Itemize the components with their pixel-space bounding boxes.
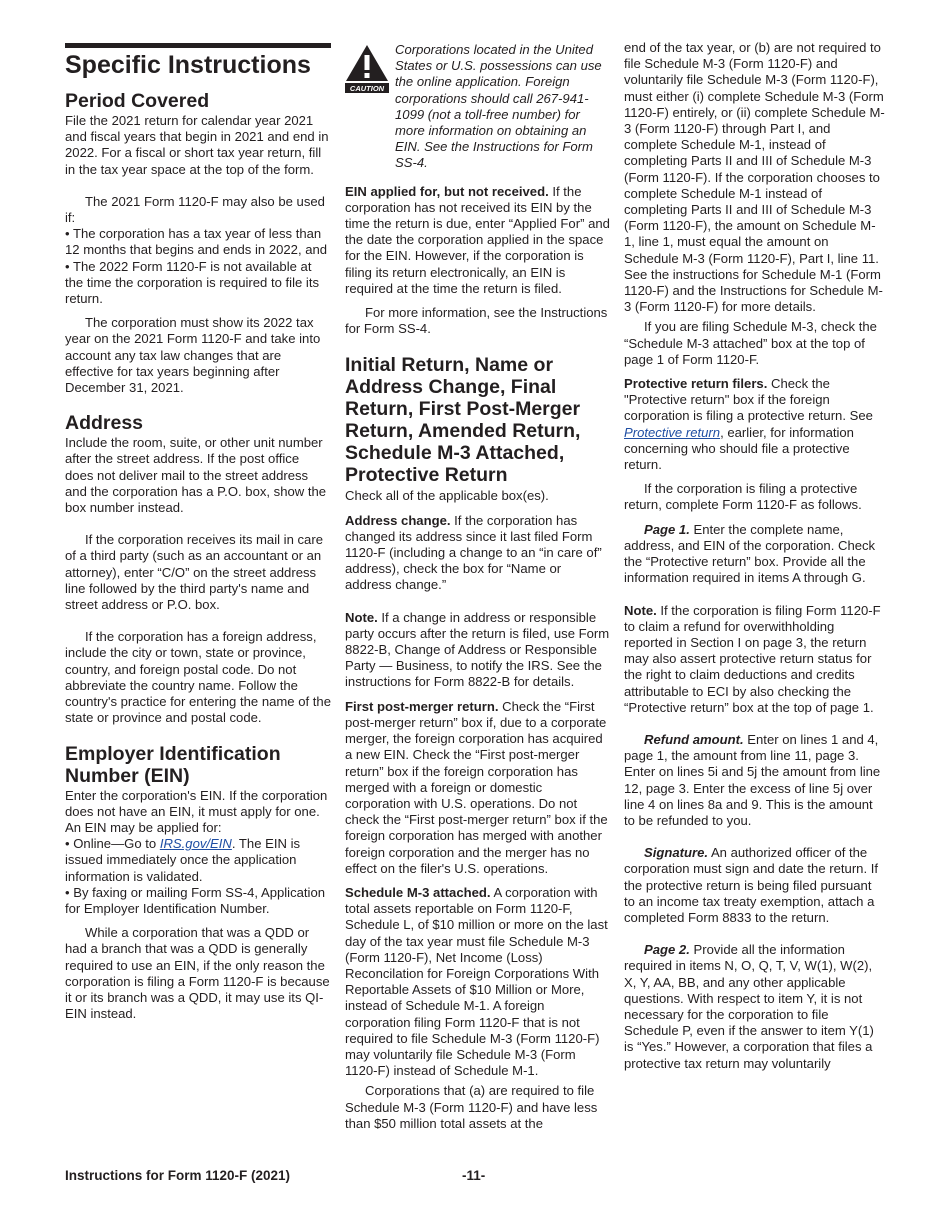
address-change-para: Address change. If the corporation has changed its address since it last filed Form 1120-F (including a change to an “in care of” address), check the box for “Name or address change.” bbox=[345, 512, 602, 593]
caution-text: Corporations located in the United States or U.S. possessions can use the online application. Foreign corporations should call 267-941-1099 (not a toll-free number) for more information on obtaining an EIN. See the Instructions for Form SS-4. bbox=[395, 42, 602, 171]
heading-address: Address bbox=[65, 412, 144, 435]
address-p3: If the corporation has a foreign address, include the city or town, state or province, country, and foreign postal code. Do not abbreviate the country name. Follow the country's practice for entering the name of the state or province and postal code. bbox=[65, 629, 331, 726]
page2-para: Page 2. Provide all the information required in items N, O, Q, T, V, W(1), W(2), X, Y, AA, BB, and any other applicable questions. With respect to item Y, it is not necessary for the corporation to file Schedule P, even if the answer to item Y(1) is “Yes.” However, a corporation that files a protective tax return may voluntarily bbox=[624, 942, 874, 1071]
ein-bullet-1: • Online—Go to IRS.gov/EIN. The EIN is issued immediately once the application information is validated. bbox=[65, 836, 301, 884]
column-2 bbox=[345, 40, 610, 1140]
col3-note-para: Note. If the corporation is filing Form 1120-F to claim a refund for overwithholding reported in Section I on page 3, the return may also assert protective return status for the right to claim deductions and credits attributable to ECI by also checking the “Protective return” box at the top of page 1. bbox=[624, 602, 881, 715]
column-1 bbox=[65, 40, 331, 1030]
heading-period-covered: Period Covered bbox=[65, 90, 210, 112]
title-rule bbox=[65, 43, 331, 48]
signature-para: Signature. An authorized officer of the corporation must sign and date the return. If the protective return is being filed pursuant to an income tax treaty exemption, attach a completed Form 8833 to the return. bbox=[624, 845, 879, 925]
footer-page-number: -11- bbox=[462, 1168, 486, 1183]
heading-ein: Employer Identification Number (EIN) bbox=[65, 742, 281, 787]
heading-initial-return: Initial Return, Name or Address Change, Final Return, First Post-Merger Return, Amended Return, Schedule M-3 Attached, Protective Return bbox=[345, 354, 581, 487]
caution-icon bbox=[345, 44, 389, 94]
ein-p2: While a corporation that was a QDD or had a branch that was a QDD is generally required to use an EIN, if the only reason the corporation is filing a Form 1120-F is because it or its branch was a QDD, it may use its QI-EIN instead. bbox=[65, 925, 330, 1022]
first-post-merger-para: First post-merger return. Check the “First post-merger return” box if, due to a corporate merger, the foreign corporation has acquired a new EIN. Check the “First post-merger return” box if the foreign corporation has merged with a foreign or domestic corporation with U.S. operations. Do not check the “First post-merger return” box if the foreign corporation has merged with another foreign corporation and the merger has no effect on the filer's U.S. operations. bbox=[345, 698, 608, 876]
address-p2: If the corporation receives its mail in care of a third party (such as an accountant or an attorney), enter “C/O” on the street address line followed by the third party's name and street address or P.O. box. bbox=[65, 532, 323, 613]
period-bullet-2: • The 2022 Form 1120-F is not available at the time the corporation is required to file its return. bbox=[65, 258, 319, 307]
ein-applied-para: EIN applied for, but not received. If the corporation has not received its EIN by the time the return is due, enter “Applied For” and the date the corporation applied in the space for the EIN. However, if the corporation is filing its return electronically, an EIN is required at the time the return is filed. bbox=[345, 183, 610, 296]
corporations-a-para: Corporations that (a) are required to file Schedule M-3 (Form 1120-F) and have less than $50 million total assets at the bbox=[345, 1083, 598, 1131]
refund-para: Refund amount. Enter on lines 1 and 4, page 1, the amount from line 11, page 3. Enter on lines 5i and 5j the amount from line 12, page 3. Enter the excess of line 5j over line 4 on lines 8a and 9. This is the amount to be refunded to you. bbox=[624, 731, 881, 828]
period-p2: The 2021 Form 1120-F may also be used if: bbox=[65, 193, 325, 226]
col3-p1: end of the tax year, or (b) are not required to file Schedule M-3 (Form 1120-F) and voluntarily file Schedule M-3 (Form 1120-F), must either (i) complete Schedule M-3 (Form 1120-F) entirely, or (ii) complete Schedule M-3 (Form 1120-F) through Part I, and complete Schedule M-1, instead of completing Parts II and III of Schedule M-3 (Form 1120-F). If the corporation chooses to complete Schedule M-1 instead of completing Parts II and III of Schedule M-3 (Form 1120-F), the amount on Schedule M-1, line 1, must equal the amount on Schedule M-3 (Form 1120-F), Part I, line 11. See the instructions for Schedule M-1 (Form 1120-F) and the Instructions for Schedule M-3 (Form 1120-F) for more details. bbox=[624, 40, 885, 315]
col3-p2: If you are filing Schedule M-3, check the “Schedule M-3 attached” box at the top of page 1 of Form 1120-F. bbox=[624, 319, 877, 367]
page1-para: Page 1. Enter the complete name, address, and EIN of the corporation. Check the “Protective return” box. Provide all the information required in items A through G. bbox=[624, 521, 876, 586]
footer-form-title: Instructions for Form 1120-F (2021) bbox=[65, 1168, 291, 1183]
caution-box bbox=[345, 42, 610, 172]
protective-para: Protective return filers. Check the "Protective return" box if the foreign corporation is filing a protective return. See Protective return, earlier, for information concerning who should file a protective return. bbox=[624, 376, 873, 473]
page-title: Specific Instructions bbox=[65, 51, 311, 79]
period-p3: The corporation must show its 2022 tax year on the 2021 Form 1120-F and take into account any tax law changes that are effective for tax years beginning after December 31, 2021. bbox=[65, 315, 321, 396]
period-bullet-1: • The corporation has a tax year of less than 12 months that begins and ends in 2022, and bbox=[65, 226, 328, 258]
irs-ein-link[interactable]: IRS.gov/EIN bbox=[159, 836, 232, 852]
schedule-m3-para: Schedule M-3 attached. A corporation with total assets reportable on Form 1120-F, Schedule L, of $10 million or more on the last day of the tax year must file Schedule M-3 (Form 1120-F), Net Income (Loss) Reconcilation for Foreign Corporations With Reportable Assets of $10 Million or More, instead of Schedule M-1. A foreign corporation filing Form 1120-F that is not required to file Schedule M-3 (Form 1120-F) may voluntarily file Schedule M-3 (Form 1120-F) instead of Schedule M-1. bbox=[345, 884, 608, 1079]
ein-p1: Enter the corporation's EIN. If the corporation does not have an EIN, it must apply for one. An EIN may be applied for: bbox=[65, 787, 328, 835]
col3-p3: If the corporation is filing a protective return, complete Form 1120-F as follows. bbox=[624, 481, 862, 513]
more-info-para: For more information, see the Instructions for Form SS-4. bbox=[345, 305, 608, 337]
address-p1: Include the room, suite, or other unit number after the street address. If the post office does not deliver mail to the street address and the corporation has a P.O. box, show the box number instead. bbox=[65, 435, 327, 516]
period-p1: File the 2021 return for calendar year 2021 and fiscal years that begin in 2021 and end in 2022. For a fiscal or short tax year return, fill in the tax year space at the top of the form. bbox=[65, 113, 329, 177]
caution-label: CAUTION bbox=[349, 84, 385, 93]
protective-return-link[interactable]: Protective return bbox=[624, 424, 721, 440]
ein-bullet-2: • By faxing or mailing Form SS-4, Application for Employer Identification Number. bbox=[65, 884, 326, 916]
initial-return-p1: Check all of the applicable box(es). bbox=[345, 488, 549, 504]
note-para: Note. If a change in address or responsible party occurs after the return is filed, use Form 8822-B, Change of Address or Responsible Party — Business, to notify the IRS. See the instructions for Form 8822-B for details. bbox=[345, 609, 610, 690]
column-3 bbox=[624, 40, 886, 1080]
